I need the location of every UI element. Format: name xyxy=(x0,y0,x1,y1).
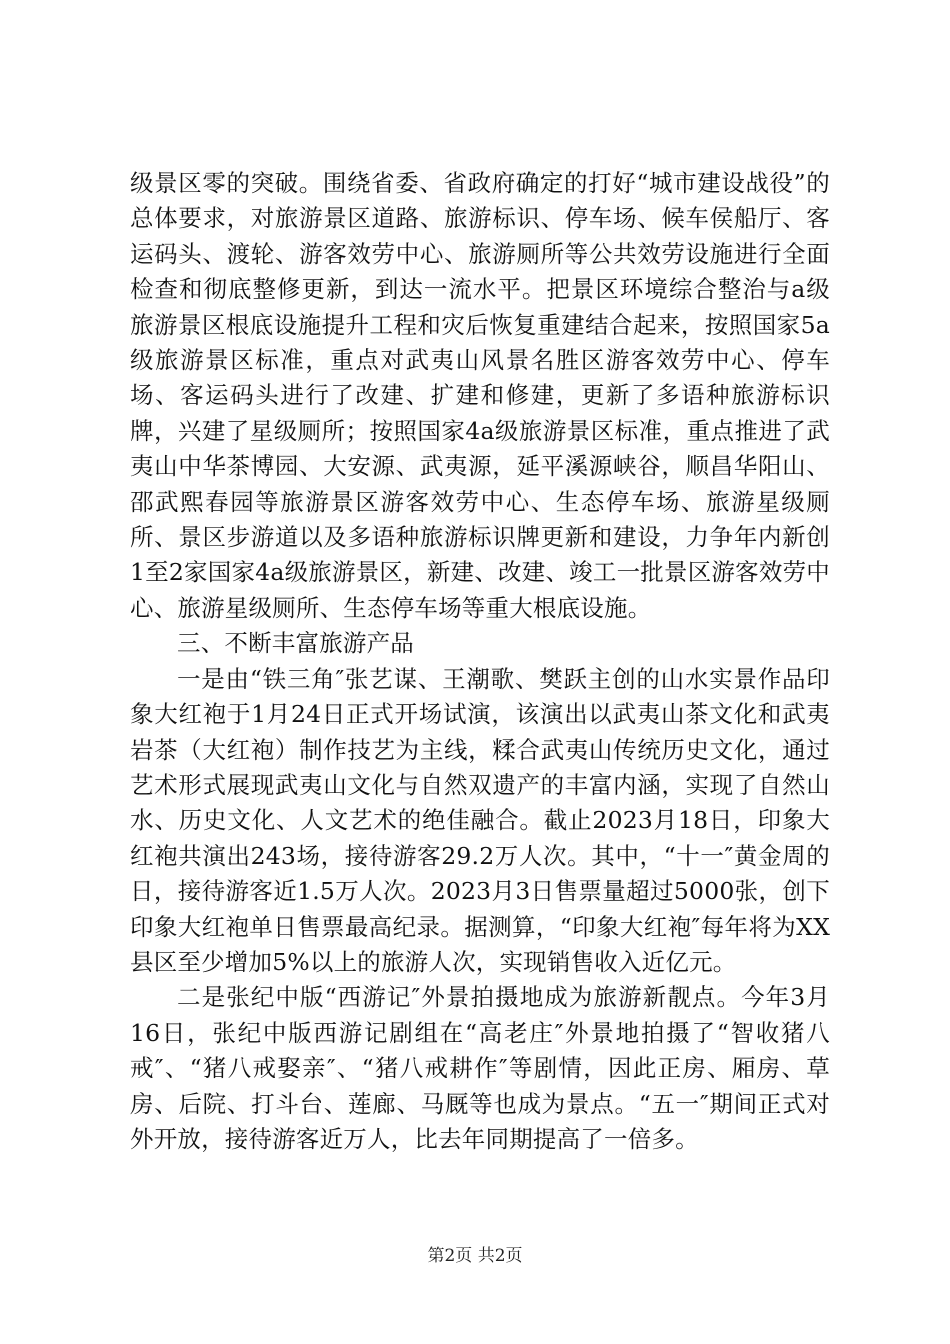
page-footer: 第2页 共2页 xyxy=(427,1246,523,1266)
section-heading-tourism-products: 三、不断丰富旅游产品 xyxy=(177,629,414,658)
document-body xyxy=(130,166,830,1157)
paragraph-journey-to-the-west: 二是张纪中版“西游记″外景拍摄地成为旅游新靓点。今年3月16日，张纪中版西游记剧组在“高老庄″外景地拍摄了“智收猪八戒″、“猪八戒娶亲″、“猪八戒耕作″等剧情，因此正房、厢房、草房、后院、打斗台、莲廊、马厩等也成为景点。“五一″期间正式对外开放，接待游客近万人，比去年同期提高了一倍多。 xyxy=(130,983,830,1153)
paragraph-impression-dahongpao: 一是由“铁三角″张艺谋、王潮歌、樊跃主创的山水实景作品印象大红袍于1月24日正式开场试演，该演出以武夷山茶文化和武夷岩茶（大红袍）制作技艺为主线，糅合武夷山传统历史文化，通过艺术形式展现武夷山文化与自然双遗产的丰富内涵，实现了自然山水、历史文化、人文艺术的绝佳融合。截止2023月18日，印象大红袍共演出243场，接待游客29.2万人次。其中，“十一″黄金周的日，接待游客近1.5万人次。2023月3日售票量超过5000张，创下印象大红袍单日售票最高纪录。据测算，“印象大红袍″每年将为XX县区至少增加5%以上的旅游人次，实现销售收入近亿元。 xyxy=(130,664,830,976)
paragraph-scenic-infrastructure: 级景区零的突破。围绕省委、省政府确定的打好“城市建设战役”的总体要求，对旅游景区道路、旅游标识、停车场、候车侯船厅、客运码头、渡轮、游客效劳中心、旅游厕所等公共效劳设施进行全面检查和彻底整修更新，到达一流水平。把景区环境综合整治与a级旅游景区根底设施提升工程和灾后恢复重建结合起来，按照国家5a级旅游景区标准，重点对武夷山风景名胜区游客效劳中心、停车场、客运码头进行了改建、扩建和修建，更新了多语种旅游标识牌，兴建了星级厕所；按照国家4a级旅游景区标准，重点推进了武夷山中华茶博园、大安源、武夷源，延平溪源峡谷，顺昌华阳山、邵武熙春园等旅游景区游客效劳中心、生态停车场、旅游星级厕所、景区步游道以及多语种旅游标识牌更新和建设，力争年内新创1至2家国家4a级旅游景区，新建、改建、竣工一批景区游客效劳中心、旅游星级厕所、生态停车场等重大根底设施。 xyxy=(130,169,830,622)
